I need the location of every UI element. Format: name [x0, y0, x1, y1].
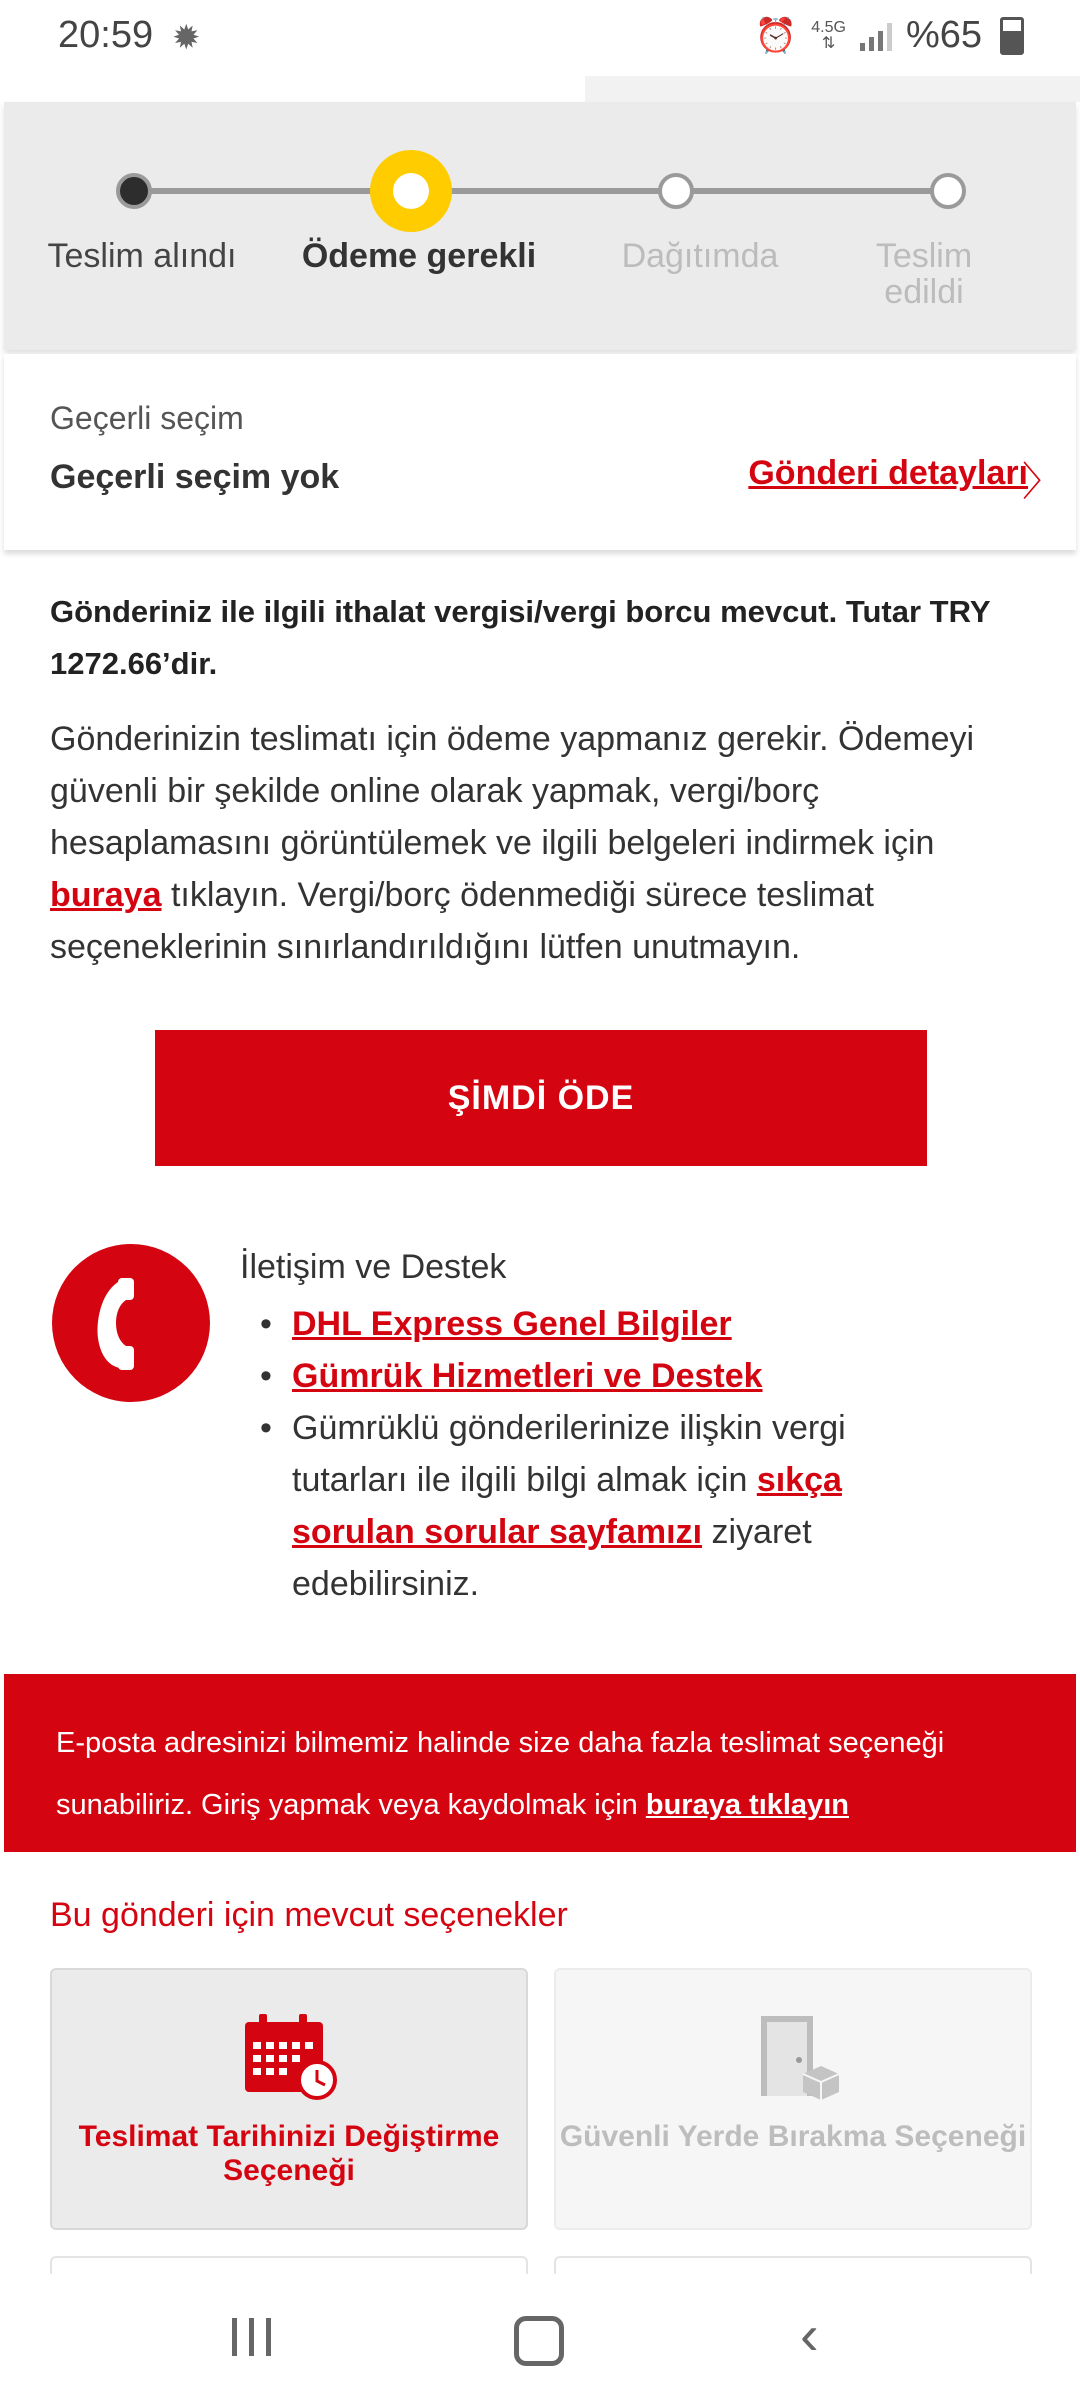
current-choice-panel	[4, 354, 1076, 550]
signal-icon	[860, 21, 892, 51]
dhl-general-info-link[interactable]: DHL Express Genel Bilgiler	[292, 1305, 732, 1343]
tax-text-part2: tıklayın. Vergi/borç ödenmediği sürece teslimat seçeneklerinin sınırlandırıldığını lütfen unutmayın.	[50, 876, 874, 966]
list-item	[240, 1350, 940, 1402]
change-delivery-date-option[interactable]	[50, 1968, 528, 2230]
current-choice-value: Geçerli seçim yok	[50, 458, 340, 496]
available-options-title: Bu gönderi için mevcut seçenekler	[50, 1896, 568, 1934]
option-label: Güvenli Yerde Bırakma Seçeneği	[559, 2120, 1027, 2153]
status-bar	[0, 0, 1080, 76]
system-nav-bar	[0, 2274, 1080, 2400]
phone-icon	[52, 1244, 210, 1402]
contact-title: İletişim ve Destek	[240, 1248, 507, 1286]
list-item	[240, 1402, 940, 1610]
battery-icon	[1000, 17, 1024, 55]
email-banner	[4, 1674, 1076, 1852]
current-choice-label: Geçerli seçim	[50, 400, 244, 436]
status-indicators	[755, 14, 1024, 57]
back-icon[interactable]: ‹	[800, 2303, 819, 2366]
step-dot-delivered	[930, 173, 966, 209]
customs-support-link[interactable]: Gümrük Hizmetleri ve Destek	[292, 1357, 763, 1395]
faq-link[interactable]: sıkça sorulan sorular sayfamızı	[292, 1461, 842, 1551]
option-card-partial	[554, 2256, 1032, 2276]
battery-percent: %65	[905, 14, 982, 56]
status-time: 20:59	[58, 14, 154, 56]
header-strip-left	[0, 76, 585, 102]
step-dot-received	[116, 173, 152, 209]
pay-now-button[interactable]: ŞİMDİ ÖDE	[155, 1030, 927, 1166]
settings-gear-icon: ✹	[172, 19, 201, 57]
tax-notice-text	[50, 713, 1040, 973]
door-package-icon	[743, 2012, 843, 2113]
list-item	[240, 1298, 940, 1350]
shipment-progress-tracker	[4, 102, 1076, 350]
step-label-received: Teslim alındı	[47, 237, 237, 275]
chevron-right-icon[interactable]: 〉	[1022, 460, 1062, 504]
home-icon[interactable]	[514, 2316, 564, 2366]
banner-text: E-posta adresinizi bilmemiz halinde size daha fazla teslimat seçeneği sunabiliriz. Giriş yapmak veya kaydolmak için	[56, 1727, 945, 1821]
alarm-icon: ⏰	[754, 16, 798, 55]
step-label-delivered: Teslim edildi	[875, 237, 973, 311]
option-card-partial	[50, 2256, 528, 2276]
shipment-details-link[interactable]: Gönderi detayları	[748, 454, 1028, 492]
pay-here-link[interactable]: buraya	[50, 876, 162, 914]
tax-text-part1: Gönderinizin teslimatı için ödeme yapmanız gerekir. Ödemeyi güvenli bir şekilde online olarak yapmak, vergi/borç hesaplamasını görüntülemek ve ilgili belgeleri indirmek için	[50, 720, 975, 862]
network-type: 4.5G ⇅	[811, 18, 846, 52]
recent-apps-icon[interactable]	[232, 2318, 271, 2356]
faq-text-before: Gümrüklü gönderilerinize ilişkin vergi tutarları ile ilgili bilgi almak için	[292, 1409, 846, 1499]
safe-place-option[interactable]	[554, 1968, 1032, 2230]
login-register-link[interactable]: buraya tıklayın	[645, 1789, 849, 1821]
tax-notice-heading: Gönderiniz ile ilgili ithalat vergisi/vergi borcu mevcut. Tutar TRY 1272.66’dir.	[50, 594, 990, 681]
option-label: Teslimat Tarihinizi Değiştirme Seçeneği	[78, 2120, 500, 2187]
step-label-payment-required: Ödeme gerekli	[301, 237, 537, 275]
step-label-in-delivery: Dağıtımda	[621, 237, 779, 275]
contact-links-list	[240, 1298, 940, 1610]
step-dot-payment-required	[370, 150, 452, 232]
calendar-clock-icon	[239, 2012, 339, 2107]
step-dot-in-delivery	[658, 173, 694, 209]
faq-text-after: ziyaret edebilirsiniz.	[292, 1513, 812, 1603]
